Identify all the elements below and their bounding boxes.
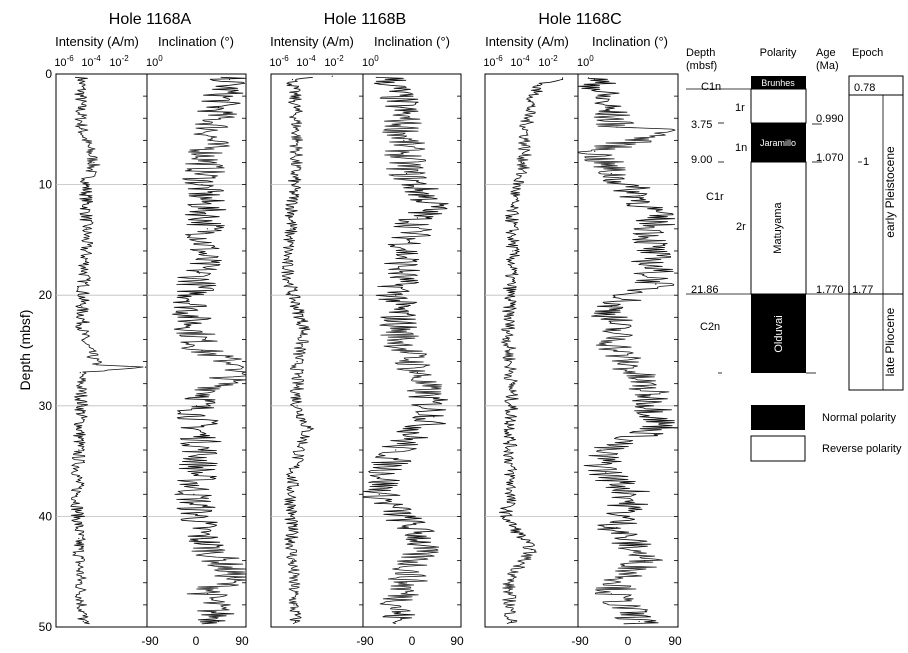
- hole-1168C-intensity-plot: [485, 74, 578, 627]
- hole-1168B-intensity-data-point: [292, 472, 293, 473]
- hole-1168B-inclination-data-point: [390, 79, 391, 80]
- hole-1168A-intensity-ticks: [54, 54, 163, 69]
- hole-1168A-inclination-data-point: [229, 79, 230, 80]
- hole-1168C-intensity-data-point: [526, 118, 527, 119]
- hole-1168A-intensity-data-point: [78, 538, 79, 539]
- hole-1168C-title: Hole 1168C: [538, 11, 622, 28]
- hole-1168A-intensity-data-point: [81, 129, 82, 130]
- hole-1168B-inclination-ticks: [356, 634, 464, 648]
- hole-1168B-inclination-data-point: [395, 621, 396, 622]
- hole-1168A-intensity-data-point: [80, 582, 81, 583]
- chron-1r: 1r: [735, 102, 745, 114]
- boundary-depth-3: 21.86: [691, 284, 719, 296]
- header-polarity: Polarity: [759, 47, 797, 59]
- hole-1168B-intensity-data-point: [290, 228, 291, 229]
- hole-1168A-inclination-data-point: [201, 449, 202, 450]
- hole-1168A-intensity-data-point: [77, 494, 78, 495]
- hole-1168B-intensity-data-point: [292, 295, 293, 296]
- depth-tick-50: 50: [38, 620, 52, 634]
- hole-1168B-inclination-data-point: [406, 250, 407, 251]
- hole-1168C-intensity-data-point: [537, 85, 538, 86]
- hole-1168C-inclination-data-point: [600, 449, 601, 450]
- polarity-column: [686, 47, 903, 373]
- hole-1168A-intensity-label: Intensity (A/m): [55, 34, 139, 49]
- hole-1168A-inclination-data-point: [201, 184, 202, 185]
- hole-1168C-inclination-data-point: [616, 527, 617, 528]
- epoch-late-pliocene: late Pliocene: [883, 307, 897, 377]
- hole-1168A-intensity-data-point: [81, 79, 82, 80]
- hole-1168C-intensity-data-point: [511, 405, 512, 406]
- hole-1168A-intensity-data-point: [145, 367, 146, 368]
- hole-1168A-title: Hole 1168A: [108, 11, 192, 28]
- hole-1168B-intensity-data-point: [290, 516, 291, 517]
- legend-normal-label: Normal polarity: [822, 412, 896, 424]
- hole-1168C-inclination-data-point: [655, 217, 656, 218]
- hole-1168C-intensity-data-point: [511, 494, 512, 495]
- hole-1168B-intensity-data-point: [297, 361, 298, 362]
- hole-1168B-title: Hole 1168B: [323, 11, 407, 28]
- hole-1168A-inclination-data-point: [201, 538, 202, 539]
- hole-1168C-intensity-data-point: [509, 295, 510, 296]
- hole-1168C-intensity-series-line: [499, 77, 562, 624]
- age-1: 0.990: [816, 113, 844, 125]
- hole-1168C-intensity-data-point: [508, 582, 509, 583]
- hole-1168C-inclination-plot: [578, 74, 679, 627]
- hole-1168C-inclination-data-point: [639, 195, 640, 196]
- hole-1168A-intensity-frame: [56, 74, 147, 627]
- hole-1168A-inclination-data-point: [196, 405, 197, 406]
- epoch-age-1: 1: [863, 156, 870, 168]
- hole-1168A-inclination-label: Inclination (°): [157, 34, 235, 49]
- hole-1168A-inclination-data-point: [207, 593, 208, 594]
- hole-1168C-tick-1e-2: $10^{-2}$: [538, 54, 558, 69]
- polarity-band-brunhes-label: Brunhes: [761, 78, 795, 88]
- hole-1168B-tick-minus90: -90: [356, 634, 374, 648]
- hole-1168C-inclination-data-point: [594, 151, 595, 152]
- hole-1168A-intensity-plot: [56, 74, 147, 627]
- hole-1168B-inclination-label: Inclination (°): [373, 34, 451, 49]
- hole-1168B-inclination-data-point: [379, 494, 380, 495]
- hole-1168A-tick-1e-6: $10^{-6}$: [54, 54, 74, 69]
- hole-1168B-panel: [269, 11, 464, 648]
- polarity-legend: [751, 405, 902, 461]
- hole-1168C-panel: [483, 11, 682, 648]
- hole-1168A-intensity-data-point: [84, 273, 85, 274]
- hole-1168B-intensity-data-point: [297, 140, 298, 141]
- legend-reverse-swatch: [751, 436, 805, 461]
- hole-1168B-intensity-data-point: [292, 79, 293, 80]
- epoch-age-177: 1.77: [852, 284, 874, 296]
- hole-1168C-inclination-frame: [578, 74, 678, 627]
- hole-1168B-tick-1e-2: $10^{-2}$: [324, 54, 344, 69]
- depth-tick-10: 10: [38, 177, 52, 192]
- hole-1168C-tick-90: 90: [668, 634, 682, 648]
- hole-1168C-intensity-data-point: [512, 250, 513, 251]
- hole-1168B-intensity-frame: [271, 74, 363, 627]
- polarity-band-1r: [751, 89, 806, 123]
- polarity-band-matuyama-label: Matuyama: [772, 202, 784, 254]
- hole-1168B-intensity-data-point: [297, 405, 298, 406]
- boundary-depth-1: 3.75: [691, 119, 713, 131]
- hole-1168C-intensity-data-point: [531, 549, 532, 550]
- hole-1168B-inclination-data-point: [422, 538, 423, 539]
- hole-1168C-intensity-frame: [485, 74, 578, 627]
- chron-C1r: C1r: [706, 191, 724, 203]
- hole-1168C-inclination-ticks: [571, 634, 682, 648]
- hole-1168C-inclination-data-point: [650, 250, 651, 251]
- hole-1168B-intensity-data-point: [295, 621, 296, 622]
- polarity-band-jaramillo-label: Jaramillo: [759, 138, 797, 148]
- hole-1168A-intensity-data-point: [83, 339, 84, 340]
- hole-1168C-intensity-data-point: [511, 206, 512, 207]
- epoch-column: [849, 76, 903, 390]
- hole-1168A-inclination-data-point: [193, 494, 194, 495]
- legend-normal-swatch: [751, 405, 805, 430]
- hole-1168A-tick-90: 90: [235, 634, 249, 648]
- hole-1168A-intensity-series-line: [71, 77, 143, 624]
- hole-1168A-intensity-data-point: [83, 621, 84, 622]
- hole-1168C-inclination-data-point: [616, 127, 617, 128]
- hole-1168B-intensity-data-point: [307, 427, 308, 428]
- hole-1168B-inclination-data-point: [417, 372, 418, 373]
- hole-1168B-intensity-data-point: [286, 261, 287, 262]
- hole-1168B-inclination-data-point: [433, 206, 434, 207]
- header-depth-line1: Depth: [686, 47, 716, 59]
- hole-1168C-inclination-data-point: [639, 621, 640, 622]
- hole-1168C-intensity-data-point: [523, 162, 524, 163]
- hole-1168B-inclination-data-point: [401, 107, 402, 108]
- hole-1168A-intensity-data-point: [86, 184, 87, 185]
- hole-1168B-tick-0: 0: [408, 634, 416, 648]
- hole-1168B-tick-1e-6: $10^{-6}$: [269, 54, 289, 69]
- hole-1168A-intensity-data-point: [96, 364, 97, 365]
- hole-1168B-inclination-data-point: [395, 295, 396, 296]
- hole-1168C-intensity-data-point: [562, 79, 563, 80]
- hole-1168B-intensity-data-point: [304, 328, 305, 329]
- hole-1168C-inclination-data-point: [611, 173, 612, 174]
- hole-1168C-inclination-series-line: [578, 77, 678, 624]
- depth-axis-ticks: [39, 67, 53, 634]
- hole-1168A-inclination-ticks: [141, 634, 249, 648]
- hole-1168B-intensity-ticks: [269, 54, 379, 69]
- hole-1168C-inclination-data-point: [594, 79, 595, 80]
- hole-1168C-tick-1e-4: $10^{-4}$: [510, 54, 530, 69]
- depth-tick-40: 40: [38, 509, 52, 524]
- hole-1168C-intensity-data-point: [508, 339, 509, 340]
- header-epoch: Epoch: [852, 47, 884, 59]
- hole-1168B-intensity-label: Intensity (A/m): [270, 34, 354, 49]
- chron-C1n: C1n: [701, 81, 722, 93]
- hole-1168A-intensity-data-point: [80, 107, 81, 108]
- hole-1168B-inclination-plot: [363, 74, 461, 627]
- hole-1168B-inclination-data-point: [406, 582, 407, 583]
- polarity-band-olduvai-label: Olduvai: [773, 315, 785, 353]
- hole-1168C-inclination-data-point: [605, 107, 606, 108]
- hole-1168C-intensity-data-point: [511, 621, 512, 622]
- hole-1168A-tick-1e-2: $10^{-2}$: [109, 54, 129, 69]
- hole-1168B-inclination-data-point: [433, 416, 434, 417]
- hole-1168A-inclination-data-point: [210, 140, 211, 141]
- hole-1168A-intensity-data-point: [86, 228, 87, 229]
- hole-1168A-inclination-plot: [147, 74, 246, 627]
- hole-1168B-intensity-data-point: [293, 184, 294, 185]
- legend-reverse-label: Reverse polarity: [822, 443, 902, 455]
- hole-1168A-inclination-series-line: [173, 77, 247, 624]
- hole-1168A-inclination-data-point: [243, 367, 244, 368]
- hole-1168A-inclination-data-point: [199, 273, 200, 274]
- hole-1168A-tick-minus90: -90: [141, 634, 159, 648]
- header-age-line1: Age: [816, 47, 836, 59]
- hole-1168C-inclination-data-point: [611, 593, 612, 594]
- hole-1168A-inclination-data-point: [201, 350, 202, 351]
- hole-1168B-intensity-data-point: [295, 107, 296, 108]
- hole-1168C-inclination-data-point: [605, 472, 606, 473]
- chron-2r: 2r: [736, 221, 746, 233]
- hole-1168A-inclination-data-point: [207, 228, 208, 229]
- hole-1168C-inclination-data-point: [644, 560, 645, 561]
- hole-1168B-inclination-data-point: [417, 217, 418, 218]
- hole-1168A-intensity-data-point: [80, 372, 81, 373]
- epoch-age-078: 0.78: [854, 82, 876, 94]
- hole-1168B-inclination-series-line: [363, 77, 448, 624]
- hole-1168A-intensity-data-point: [81, 306, 82, 307]
- hole-1168C-inclination-data-point: [616, 350, 617, 351]
- hole-1168B-inclination-data-point: [401, 339, 402, 340]
- hole-1168C-inclination-data-point: [655, 284, 656, 285]
- hole-1168C-intensity-label: Intensity (A/m): [485, 34, 569, 49]
- epoch-early-pleistocene: early Pleistocene: [883, 146, 897, 238]
- hole-1168B-inclination-data-point: [406, 173, 407, 174]
- hole-1168C-inclination-label: Inclination (°): [591, 34, 669, 49]
- hole-1168A-tick-0: 0: [192, 634, 200, 648]
- hole-1168A-inclination-data-point: [218, 621, 219, 622]
- hole-1168B-intensity-data-point: [293, 604, 294, 605]
- hole-1168C-inclination-data-point: [677, 129, 678, 130]
- hole-1168C-inclination-data-point: [661, 427, 662, 428]
- hole-1168C-tick-0: 0: [624, 634, 632, 648]
- chron-1n: 1n: [735, 142, 748, 154]
- hole-1168A-tick-1e-4: $10^{-4}$: [81, 54, 101, 69]
- hole-1168B-tick-1e-4: $10^{-4}$: [296, 54, 316, 69]
- hole-1168B-intensity-data-point: [332, 76, 333, 77]
- chron-C2n: C2n: [700, 321, 721, 333]
- hole-1168B-tick-1e0: $10^0$: [362, 54, 379, 69]
- depth-tick-0: 0: [45, 67, 52, 81]
- hole-1168A-intensity-data-point: [93, 162, 94, 163]
- hole-1168B-tick-90: 90: [450, 634, 464, 648]
- hole-1168C-inclination-data-point: [650, 394, 651, 395]
- hole-1168A-inclination-data-point: [190, 317, 191, 318]
- hole-1168B-inclination-data-point: [403, 140, 404, 141]
- hole-1168C-intensity-data-point: [509, 449, 510, 450]
- hole-1168B-intensity-series-line: [282, 77, 314, 624]
- hole-1168C-intensity-data-point: [511, 383, 512, 384]
- header-depth-line2: (mbsf): [686, 60, 718, 72]
- hole-1168B-intensity-data-point: [292, 560, 293, 561]
- hole-1168A-intensity-data-point: [81, 405, 82, 406]
- hole-1168C-intensity-ticks: [483, 54, 594, 69]
- depth-tick-20: 20: [38, 288, 52, 303]
- age-3: 1.770: [816, 284, 844, 296]
- hole-1168B-intensity-plot: [271, 74, 363, 627]
- hole-1168C-intensity-data-point: [505, 516, 506, 517]
- hole-1168A-inclination-data-point: [218, 107, 219, 108]
- hole-1168C-tick-1e0: $10^0$: [577, 54, 594, 69]
- hole-1168A-tick-1e0: $10^0$: [146, 54, 163, 69]
- hole-1168C-inclination-data-point: [611, 306, 612, 307]
- header-age-line2: (Ma): [816, 60, 839, 72]
- hole-1168A-panel: [54, 11, 249, 648]
- hole-1168C-inclination-data-point: [633, 494, 634, 495]
- hole-1168A-intensity-data-point: [78, 449, 79, 450]
- boundary-depth-2: 9.00: [691, 154, 713, 166]
- hole-1168C-tick-minus90: -90: [571, 634, 589, 648]
- hole-1168C-tick-1e-6: $10^{-6}$: [483, 54, 503, 69]
- hole-1168A-inclination-data-point: [234, 577, 235, 578]
- depth-axis-label: Depth (mbsf): [17, 309, 33, 391]
- hole-1168B-inclination-data-point: [395, 449, 396, 450]
- depth-tick-30: 30: [38, 398, 52, 413]
- age-2: 1.070: [816, 152, 844, 164]
